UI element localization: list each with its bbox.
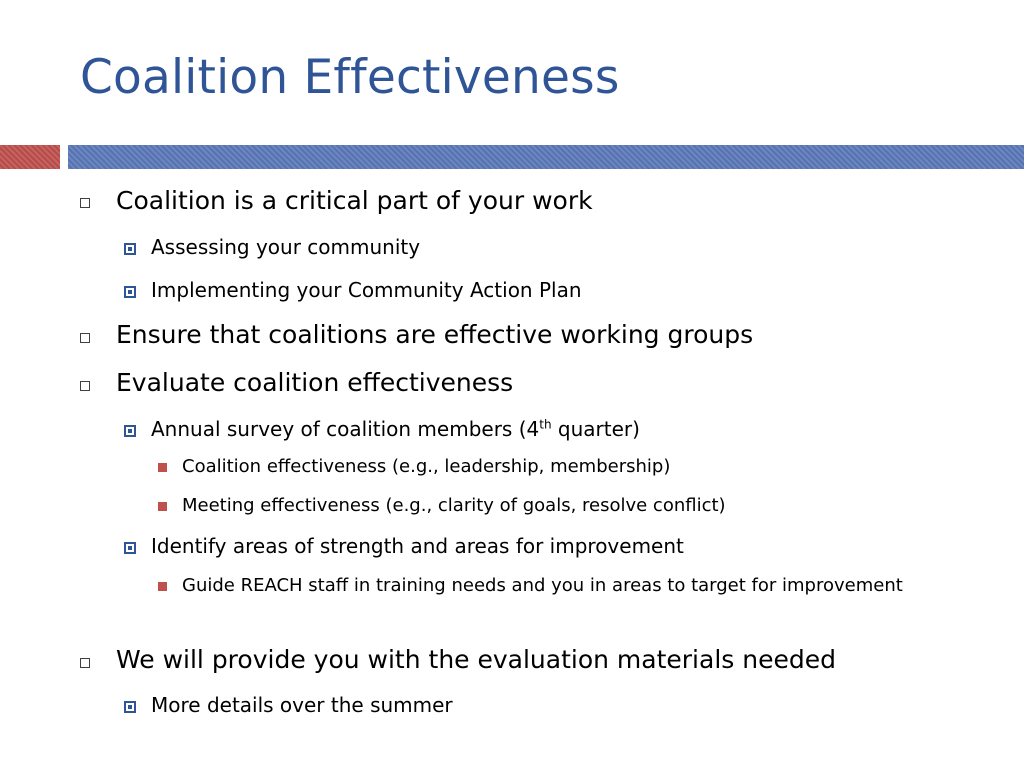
bullet-level2-3: [151, 417, 640, 441]
framed-square-bullet-icon: [124, 286, 136, 298]
red-square-bullet-icon: [158, 463, 167, 472]
bullet-text-pre: Annual survey of coalition members (4: [151, 417, 540, 441]
bullet-level2-1: Assessing your community: [151, 235, 421, 259]
bullet-level3-3: Guide REACH staff in training needs and you in areas to target for improvement: [182, 575, 903, 596]
accent-bar-blue: [68, 145, 1024, 169]
bullet-level2-2: Implementing your Community Action Plan: [151, 278, 582, 302]
bullet-level1-1: Coalition is a critical part of your work: [116, 186, 593, 215]
bullet-level2-5: More details over the summer: [151, 693, 453, 717]
slide-title: Coalition Effectiveness: [80, 50, 620, 105]
ordinal-superscript: th: [539, 417, 552, 432]
hollow-square-bullet-icon: [80, 333, 90, 343]
bullet-level3-2: Meeting effectiveness (e.g., clarity of goals, resolve conflict): [182, 495, 726, 516]
framed-square-bullet-icon: [124, 701, 136, 713]
bullet-level1-2: Ensure that coalitions are effective working groups: [116, 320, 754, 349]
framed-square-bullet-icon: [124, 542, 136, 554]
red-square-bullet-icon: [158, 502, 167, 511]
bullet-level1-3: Evaluate coalition effectiveness: [116, 368, 514, 397]
accent-bar-red: [0, 145, 60, 169]
framed-square-bullet-icon: [124, 425, 136, 437]
bullet-level2-4: Identify areas of strength and areas for improvement: [151, 534, 684, 558]
bullet-level1-4: We will provide you with the evaluation materials needed: [116, 645, 836, 674]
bullet-level3-1: Coalition effectiveness (e.g., leadership, membership): [182, 456, 671, 477]
hollow-square-bullet-icon: [80, 381, 90, 391]
bullet-text-post: quarter): [551, 417, 640, 441]
red-square-bullet-icon: [158, 582, 167, 591]
hollow-square-bullet-icon: [80, 658, 90, 668]
framed-square-bullet-icon: [124, 243, 136, 255]
hollow-square-bullet-icon: [80, 198, 90, 208]
